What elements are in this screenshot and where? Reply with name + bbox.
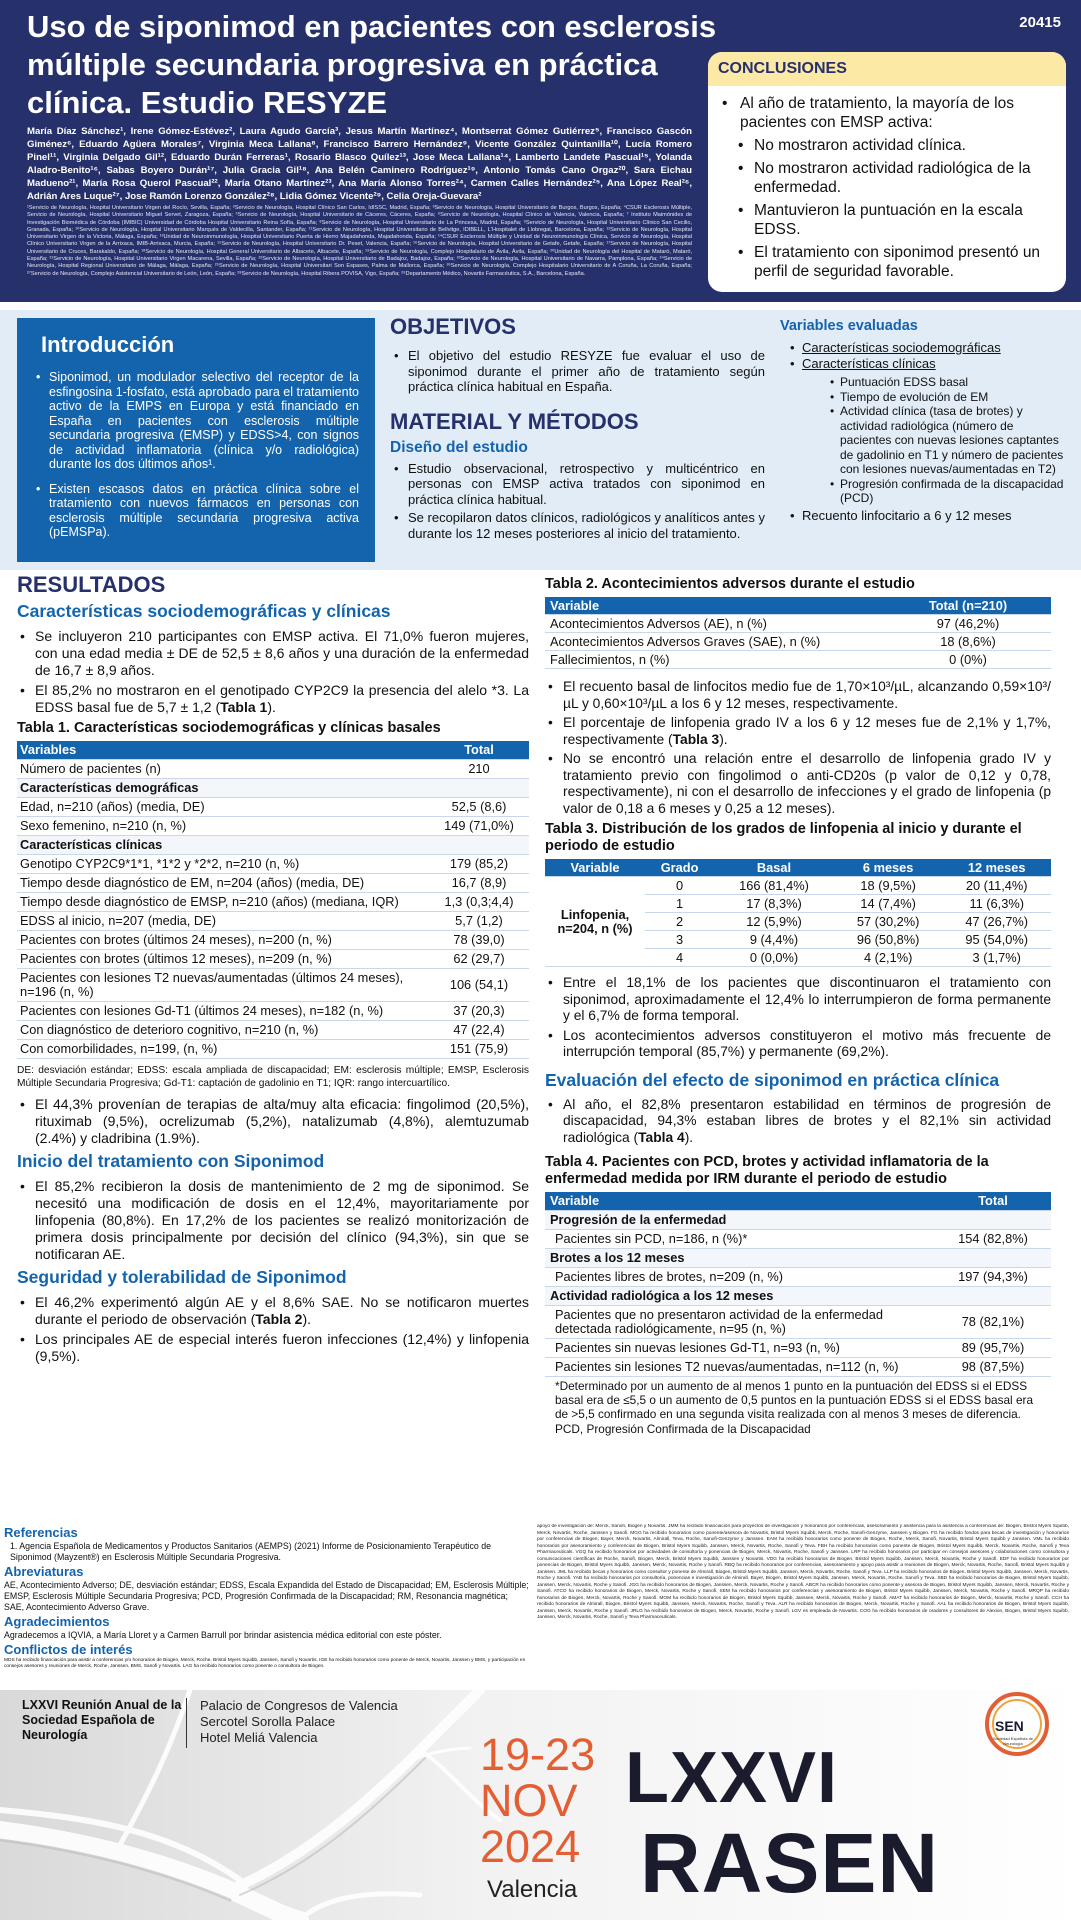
table-row bbox=[545, 1358, 1051, 1377]
table-row bbox=[545, 615, 1051, 633]
references-title: Referencias bbox=[4, 1525, 78, 1540]
table-cell: 14 (7,4%) bbox=[834, 895, 943, 913]
meeting-name: LXXVI Reunión Anual de la Sociedad Española de Neurología bbox=[22, 1698, 182, 1742]
table-cell: 149 (71,0%) bbox=[429, 817, 529, 836]
table-group-label: Actividad radiológica a los 12 meses bbox=[545, 1287, 1051, 1306]
clinical-variables-sublist bbox=[802, 375, 1068, 506]
table-row bbox=[545, 1230, 1051, 1249]
table-header-row bbox=[17, 741, 529, 760]
socio-list bbox=[17, 628, 529, 716]
introduction-list bbox=[33, 370, 359, 540]
conflicts-title: Conflictos de interés bbox=[4, 1642, 133, 1657]
table-cell: 78 (39,0) bbox=[429, 931, 529, 950]
table-cell: 97 (46,2%) bbox=[885, 615, 1051, 633]
variable-label: Características clínicas bbox=[802, 356, 936, 371]
discontinuation-list bbox=[545, 975, 1051, 1061]
table4 bbox=[545, 1192, 1051, 1377]
table-cell: Con comorbilidades, n=199, (n, %) bbox=[17, 1040, 429, 1059]
abbreviations-text: AE, Acontecimiento Adverso; DE, desviación estándar; EDSS, Escala Expandida del Estado de Discapacidad; EM, Esclerosis Múltiple; EMSP, Esclerosis Múltiple Secundaria Progresiva; PCD, Progresión Confirmada de la Discapacidad; RM, Resonancia magnética; SAE, Acontecimiento Adverso Grave. bbox=[4, 1580, 529, 1612]
table-header-row bbox=[545, 859, 1051, 877]
table-header: Variable bbox=[545, 1192, 935, 1211]
table-row bbox=[545, 1306, 1051, 1339]
table-cell: Pacientes con lesiones T2 nuevas/aumentadas (últimos 24 meses), n=196 (n, %) bbox=[17, 969, 429, 1002]
table-reference: Tabla 2 bbox=[255, 1311, 303, 1327]
table-row bbox=[17, 1040, 529, 1059]
variable-item: • Recuento linfocitario a 6 y 12 meses bbox=[790, 508, 1068, 524]
results-left-column bbox=[17, 572, 529, 1368]
table-cell: 62 (29,7) bbox=[429, 950, 529, 969]
table-cell: 0 bbox=[645, 877, 714, 895]
congress-footer bbox=[0, 1690, 1081, 1920]
table-cell: 3 (1,7%) bbox=[942, 949, 1051, 967]
table-cell: Pacientes sin nuevas lesiones Gd-T1, n=93 (n, %) bbox=[545, 1339, 935, 1358]
dates-year: 2024 bbox=[480, 1821, 581, 1872]
table-cell: 98 (87,5%) bbox=[935, 1358, 1051, 1377]
table-cell: 4 (2,1%) bbox=[834, 949, 943, 967]
table-group-label: Características clínicas bbox=[17, 836, 529, 855]
table-header: Total bbox=[935, 1192, 1051, 1211]
table-cell: 106 (54,1) bbox=[429, 969, 529, 1002]
dates-month: NOV bbox=[480, 1775, 578, 1826]
table-row bbox=[17, 931, 529, 950]
treatment-start-list bbox=[17, 1178, 529, 1263]
lymphocyte-item: • No se encontró una relación entre el desarrollo de linfopenia grado IV y tratamiento previo con fingolimod o anti-CD20s (p valor de 0,12 y 0,78, respectivamente), ni con el desarrollo de infecciones y el grado de linfopenia (p valor de 0,18 a 6 meses y 0,25 a 12 meses). bbox=[563, 751, 1051, 817]
objectives-title: OBJETIVOS bbox=[390, 314, 516, 339]
table-cell: Pacientes con lesiones Gd-T1 (últimos 24 meses), n=182 (n, %) bbox=[17, 1002, 429, 1021]
effect-title: Evaluación del efecto de siponimod en práctica clínica bbox=[545, 1069, 1000, 1090]
table-row bbox=[545, 651, 1051, 669]
congress-dates bbox=[480, 1729, 596, 1872]
table-cell: 95 (54,0%) bbox=[942, 931, 1051, 949]
table-cell: 16,7 (8,9) bbox=[429, 874, 529, 893]
sen-logo-text: SEN bbox=[995, 1718, 1024, 1734]
table-cell: 9 (4,4%) bbox=[714, 931, 834, 949]
table-cell: 1 bbox=[645, 895, 714, 913]
variables-title: Variables evaluadas bbox=[780, 318, 918, 334]
table-header-row bbox=[545, 1192, 1051, 1211]
table-group-label: Características demográficas bbox=[17, 779, 529, 798]
table-row bbox=[17, 874, 529, 893]
table-row bbox=[545, 633, 1051, 651]
table-cell: 78 (82,1%) bbox=[935, 1306, 1051, 1339]
conclusion-item: • No mostraron actividad clínica. bbox=[754, 136, 1056, 155]
table4-title: Tabla 4. Pacientes con PCD, brotes y actividad inflamatoria de la enfermedad medida por IRM durante el periodo de estudio bbox=[545, 1154, 989, 1187]
table-cell: 18 (8,6%) bbox=[885, 633, 1051, 651]
table-cell: 11 (6,3%) bbox=[942, 895, 1051, 913]
safety-item-text: El 46,2% experimentó algún AE y el 8,6% SAE. No se notificaron muertes durante el periodo de observación ( bbox=[35, 1294, 529, 1327]
variables-list bbox=[778, 340, 1068, 524]
table-cell: 4 bbox=[645, 949, 714, 967]
table1 bbox=[17, 741, 529, 1059]
poster-header bbox=[0, 0, 1081, 302]
sen-logo-subtitle: Sociedad Española de Neurología bbox=[992, 1736, 1034, 1746]
prior-therapy-item: • El 44,3% provenían de terapias de alta/muy alta eficacia: fingolimod (20,5%), rituximab (9,5%), ocrelizumab (5,2%), natalizumab (4,8%), alemtuzumab (2.4%) y cladribina (1.9%). bbox=[35, 1096, 529, 1147]
table-cell: 18 (9,5%) bbox=[834, 877, 943, 895]
table-cell: 179 (85,2) bbox=[429, 855, 529, 874]
dates-days: 19-23 bbox=[480, 1729, 596, 1780]
lymphocyte-item bbox=[563, 715, 1051, 748]
table-header: Variable bbox=[545, 859, 645, 877]
effect-item-text: Al año, el 82,8% presentaron estabilidad en términos de progresión de discapacidad, 94,3% estaban libres de brotes y el 82,1% sin actividad radiológica ( bbox=[563, 1096, 1051, 1145]
methods-list bbox=[390, 461, 765, 542]
lymphocyte-item: • El recuento basal de linfocitos medio fue de 1,70×10³/µL, alcanzando 0,59×10³/µL y 0,60×10³/µL a los 6 y 12 meses, respectivamente. bbox=[563, 679, 1051, 712]
venue-item: Palacio de Congresos de Valencia bbox=[200, 1698, 398, 1713]
table-cell: Edad, n=210 (años) (media, DE) bbox=[17, 798, 429, 817]
table1-title: Tabla 1. Características sociodemográficas y clínicas basales bbox=[17, 720, 441, 736]
table-header: 6 meses bbox=[834, 859, 943, 877]
table-cell: 197 (94,3%) bbox=[935, 1268, 1051, 1287]
safety-title: Seguridad y tolerabilidad de Siponimod bbox=[17, 1267, 347, 1287]
treatment-start-item: • El 85,2% recibieron la dosis de mantenimiento de 2 mg de siponimod. Se necesitó una modificación de dosis en el 12,4%, mayoritariamente por linfopenia (80,8%). En 17,2% de los pacientes se realizó monitorización de primera dosis principalmente por decisión del clínico (94,3%), sin que se notificaran AE. bbox=[35, 1178, 529, 1263]
table-row bbox=[17, 1002, 529, 1021]
table-cell: Genotipo CYP2C9*1*1, *1*2 y *2*2, n=210 (n, %) bbox=[17, 855, 429, 874]
congress-brand: RASEN bbox=[640, 1816, 940, 1910]
table-cell: 154 (82,8%) bbox=[935, 1230, 1051, 1249]
table-row bbox=[17, 1021, 529, 1040]
table-cell: Tiempo desde diagnóstico de EMSP, n=210 (años) (mediana, IQR) bbox=[17, 893, 429, 912]
table-cell: Sexo femenino, n=210 (n, %) bbox=[17, 817, 429, 836]
table-cell: Pacientes sin PCD, n=186, n (%)* bbox=[545, 1230, 935, 1249]
abbreviations-title: Abreviaturas bbox=[4, 1564, 84, 1579]
congress-city: Valencia bbox=[487, 1876, 578, 1903]
socio-item bbox=[35, 682, 529, 716]
table3 bbox=[545, 859, 1051, 967]
table-row-label: Linfopenia, n=204, n (%) bbox=[545, 877, 645, 967]
variable-subitem: • Puntuación EDSS basal bbox=[830, 375, 1068, 390]
table-header: Basal bbox=[714, 859, 834, 877]
effect-item-end: ). bbox=[684, 1129, 694, 1145]
safety-item-end: ). bbox=[302, 1311, 312, 1327]
table-group-row bbox=[545, 1211, 1051, 1230]
references-band bbox=[0, 1522, 1081, 1690]
table-cell: 57 (30,2%) bbox=[834, 913, 943, 931]
table-header: Grado bbox=[645, 859, 714, 877]
table-reference: Tabla 1 bbox=[220, 699, 268, 715]
conclusions-list bbox=[708, 134, 1066, 281]
treatment-start-title: Inicio del tratamiento con Siponimod bbox=[17, 1151, 325, 1171]
introduction-item: • Existen escasos datos en práctica clínica sobre el tratamiento con nuevos fármacos en personas con esclerosis múltiple secundaria progresiva activa (pEMSPa). bbox=[49, 482, 359, 540]
conclusions-box bbox=[708, 52, 1066, 292]
table-cell: 96 (50,8%) bbox=[834, 931, 943, 949]
conflicts-text-left: MDS ha recibido financiación para asistir a conferencias y/o honorarios de Biogen, Merck, Roche, Bristol Myers Squibb, Janssen, Sanofi y Novartis. IGE ha recibido honorarios como ponente de Merck, Novartis, Janssen y BMS, y participación en consejos asesores y reuniones de Merck, Roche, Janssen, BMS, Sanofi y Novartis. LAG ha recibido honorarios como ponente o consultora de Biogen. bbox=[4, 1658, 526, 1669]
effect-list bbox=[545, 1097, 1051, 1147]
results-title: RESULTADOS bbox=[17, 572, 166, 597]
introduction-box bbox=[17, 318, 375, 562]
table-cell: Pacientes libres de brotes, n=209 (n, %) bbox=[545, 1268, 935, 1287]
table-cell: 47 (26,7%) bbox=[942, 913, 1051, 931]
lymphocyte-item-end: ). bbox=[719, 731, 728, 747]
affiliations-list: ¹Servicio de Neurología, Hospital Universitario Virgen del Rocío, Sevilla, España; ²Servicio de Neurología, Hospital Clínico San Carlos, IdISSC, Madrid, España; ³Servicio de Neurología, Hospital Universitario de Burgos, Burgos, España; ⁴CSUR Esclerosis Múltiple, Servicio de Neurología, Hospital Universitario Miguel Servet, Zaragoza, España; ⁵Servicio de Neurología, Hospital Universitario de Cáceres, Cáceres, España; ⁶Servicio de Neurología, Hospital Clínico de Valencia, Valencia, España; ⁷ Instituto Maimónides de Investigación Biomédica de Córdoba (IMIBIC) Universidad de Córdoba Hospital Universitario Reina Sofía, España; ⁸Servicio de Neurología, Hospital Universitario de La Princesa, Madrid, España; ⁹Servicio de Neurología, Hospital Universitario Clínico San Cecilio, Granada, España; ¹⁰Servicio de Neurología, Hospital Universitario Marqués de Valdecilla, Santander, España; ¹¹Servicio de Neurología, Hospital Universitario de Bellvitge, IDIBELL, L'Hospitalet de Llobregat, Barcelona, España; ¹²Servicio de Neurología, Hospital Universitario Virgen de la Victoria, Málaga, España; ¹³Unidad de Neuroinmunología, Hospital Universitario Puerta de Hierro Majadahonda, Majadahonda, España; ¹⁴CSUR Esclerosis Múltiple y Unidad de Neuroinmunología Clínica, Servicio de Neurología, Hospital Clínico Universitario Virgen de la Arrixaca, IMIB-Arrixaca, Murcia, España; ¹⁵Servicio de Neurología, Hospital Universitario Dr. Peset, Valencia, España; ¹⁶Servicio de Neurología, Hospital Universitario de Getafe, Getafe, España; ¹⁷Servicio de Neurología, Hospital Universitario de Cruces, Barakaldo, España; ¹⁸Servicio de Neurología, Hospital General Universitario de Albacete, Albacete, España; ¹⁹Servicio de Neurología, Complejo Hospitalario de Ávila, Ávila, España; ²⁰Unidad de Neurología del Hospital de Mataró, Mataró, España; ²¹Servicio de Neurología, Hospital Universitario Virgen Macarena, Sevilla, España; ²²Servicio de Neurología, Hospital Universitario de Badajoz, Badajoz, España; ²³Servicio de Neurología, Hospital Universitario de Navarra, Pamplona, España; ²⁴Servicio de Neurología, Hospital Regional Universitario de Málaga, Málaga, España; ²⁵Servicio de Neurología, Hospital Universitari Son Espases, Palma de Mallorca, España; ²⁶Servicio de Neurología, Complejo Hospitalario Universitario de A Coruña, La Coruña, España; ²⁷Servicio de Neurología, Complejo Asistencial Universitario de León, León, España; ²⁸Servicio de Neurología, Hospital Ribera POVISA, Vigo, España; ²⁹Departamento Médico, Novartis Farmacéutica, S.A., Barcelona, España. bbox=[27, 205, 692, 277]
table3-title: Tabla 3. Distribución de los grados de linfopenia al inicio y durante el periodo de estudio bbox=[545, 821, 1022, 854]
table4-note: *Determinado por un aumento de al menos 1 punto en la puntuación del EDSS si el EDSS basal era de ≤5,5 o un aumento de 0,5 puntos en la puntuación EDSS si el EDSS basal era de >5,5 confirmado en una segunda visita realizada con al menos 3 meses de diferencia. PCD, Progresión Confirmada de la Discapacidad bbox=[555, 1379, 1034, 1436]
table-row bbox=[545, 877, 1051, 895]
venue-list bbox=[200, 1698, 398, 1746]
table-cell: 37 (20,3) bbox=[429, 1002, 529, 1021]
table-group-row bbox=[545, 1287, 1051, 1306]
table-header: Total bbox=[429, 741, 529, 760]
table-cell: 151 (75,9) bbox=[429, 1040, 529, 1059]
table-group-label: Brotes a los 12 meses bbox=[545, 1249, 1051, 1268]
method-item: • Se recopilaron datos clínicos, radiológicos y analíticos antes y durante los 12 meses posteriores al inicio del tratamiento. bbox=[408, 510, 765, 541]
venue-item: Hotel Meliá Valencia bbox=[200, 1730, 318, 1745]
lymphocyte-list bbox=[545, 679, 1051, 817]
socio-item-end: ). bbox=[267, 699, 276, 715]
objectives-list bbox=[390, 348, 765, 395]
prior-therapy-list bbox=[17, 1096, 529, 1147]
discontinuation-item: • Los acontecimientos adversos constituyeron el motivo más frecuente de interrupción temporal (85,7%) y permanente (69,2%). bbox=[563, 1028, 1051, 1061]
introduction-title: Introducción bbox=[41, 332, 175, 357]
variable-subitem: • Actividad clínica (tasa de brotes) y actividad radiológica (número de pacientes con nuevas lesiones captantes de gadolinio en T1 y número de pacientes con lesiones nuevas/aumentadas en T2) bbox=[830, 404, 1068, 477]
safety-item: • Los principales AE de especial interés fueron infecciones (12,4%) y linfopenia (9,5%). bbox=[35, 1331, 529, 1365]
table-cell: Con diagnóstico de deterioro cognitivo, n=210 (n, %) bbox=[17, 1021, 429, 1040]
safety-list bbox=[17, 1294, 529, 1365]
table-cell: Pacientes con brotes (últimos 12 meses), n=209 (n, %) bbox=[17, 950, 429, 969]
table-row bbox=[17, 760, 529, 779]
table-row bbox=[17, 969, 529, 1002]
table-cell: 20 (11,4%) bbox=[942, 877, 1051, 895]
table-group-row bbox=[17, 836, 529, 855]
acknowledgements-title: Agradecimientos bbox=[4, 1614, 110, 1629]
discontinuation-item: • Entre el 18,1% de los pacientes que discontinuaron el tratamiento con siponimod, aproximadamente el 12,4% lo interrumpieron de forma permanente y el 6,7% de forma temporal. bbox=[563, 975, 1051, 1025]
acknowledgements-text: Agradecemos a IQVIA, a María Lloret y a Carmen Barrull por brindar asistencia médica editorial con este póster. bbox=[4, 1630, 442, 1640]
table-cell: Tiempo desde diagnóstico de EM, n=204 (años) (media, DE) bbox=[17, 874, 429, 893]
table-header: Variables bbox=[17, 741, 429, 760]
table-reference: Tabla 4 bbox=[638, 1129, 685, 1145]
table2 bbox=[545, 597, 1051, 669]
table-cell: 210 bbox=[429, 760, 529, 779]
socio-item-text: El 85,2% no mostraron en el genotipado CYP2C9 la presencia del alelo *3. La EDSS basal fue de 5,7 ± 1,2 ( bbox=[35, 682, 529, 715]
table-cell: Acontecimientos Adversos Graves (SAE), n (%) bbox=[545, 633, 885, 651]
table-reference: Tabla 3 bbox=[672, 731, 720, 747]
references-left bbox=[4, 1524, 530, 1670]
objective-item: • El objetivo del estudio RESYZE fue evaluar el uso de siponimod durante el primer año de tratamiento según práctica clínica habitual en España. bbox=[408, 348, 765, 395]
table-cell: 3 bbox=[645, 931, 714, 949]
authors-list: María Díaz Sánchez¹, Irene Gómez-Estévez², Laura Agudo García³, Jesus Martín Martínez⁴, Montserrat Gómez Gutiérrez⁵, Francisco Gascón Giménez⁶, Eduardo Agüera Morales⁷, Virginia Meca Lallana⁸, Francisco Barrero Hernández⁹, Vicente González Quintanilla¹⁰, Lucía Romero Pinel¹¹, Virginia Delgado Gil¹², Eduardo Durán Ferreras¹, Rosario Blasco Quílez¹³, Jose Meca Lallana¹⁴, Lamberto Landete Pascual¹⁵, Yolanda Aladro-Benito¹⁶, Sabas Boyero Durán¹⁷, Julia Gracia Gil¹⁸, Ana Belén Caminero Rodríguez¹⁹, Antonio Tomás Cano Orgaz²⁰, Sara Eichau Madueno²¹, María Rosa Querol Pascual²², María Otano Martínez²³, Ana María Alonso Torres²⁴, Carmen Calles Hernández²⁵, Ana López Real²⁶, Adrián Ares Luque²⁷, Jose Ramón Lorenzo González²⁸, Lidia Gómez Vicente²⁹, Celia Oreja-Guevara² bbox=[27, 126, 692, 202]
table2-title: Tabla 2. Acontecimientos adversos durante el estudio bbox=[545, 576, 915, 592]
poster-id: 20415 bbox=[1019, 14, 1061, 31]
table-cell: 2 bbox=[645, 913, 714, 931]
table-cell: EDSS al inicio, n=207 (media, DE) bbox=[17, 912, 429, 931]
table-group-row bbox=[545, 1249, 1051, 1268]
table-cell: Acontecimientos Adversos (AE), n (%) bbox=[545, 615, 885, 633]
congress-edition: LXXVI bbox=[625, 1738, 839, 1818]
variable-item bbox=[790, 356, 1068, 506]
variable-item bbox=[790, 340, 1068, 356]
lymphocyte-item-text: El porcentaje de linfopenia grado IV a los 6 y 12 meses fue de 2,1% y 1,7%, respectivamente ( bbox=[563, 715, 1051, 747]
reference-item: 1. Agencia Española de Medicamentos y Productos Sanitarios (AEMPS) (2021) Informe de Posicionamiento Terapéutico de Siponimod (Mayzent®) en Esclerosis Múltiple Secundaria Progresiva. bbox=[10, 1541, 491, 1562]
table-row bbox=[17, 912, 529, 931]
table-group-label: Progresión de la enfermedad bbox=[545, 1211, 1051, 1230]
table-cell: 12 (5,9%) bbox=[714, 913, 834, 931]
intro-objectives-band bbox=[0, 310, 1081, 570]
table1-note: DE: desviación estándar; EDSS: escala ampliada de discapacidad; EM: esclerosis múltiple; EMSP, Esclerosis Múltiple Secundaria Progresiva; Gd-T1: captación de gadolinio en T1; IQR: rango intercuartílico. bbox=[17, 1065, 529, 1089]
table-cell: 17 (8,3%) bbox=[714, 895, 834, 913]
table-header: 12 meses bbox=[942, 859, 1051, 877]
table-cell: Pacientes que no presentaron actividad de la enfermedad detectada radiológicamente, n=95 (n, %) bbox=[545, 1306, 935, 1339]
conclusions-intro: • Al año de tratamiento, la mayoría de los pacientes con EMSP activa: bbox=[708, 86, 1066, 134]
table-cell: 0 (0%) bbox=[885, 651, 1051, 669]
table-cell: 0 (0,0%) bbox=[714, 949, 834, 967]
table-header: Variable bbox=[545, 597, 885, 615]
table-row bbox=[17, 817, 529, 836]
variable-subitem: • Tiempo de evolución de EM bbox=[830, 390, 1068, 405]
results-right-column bbox=[545, 576, 1051, 1436]
table-cell: 1,3 (0,3;4,4) bbox=[429, 893, 529, 912]
objectives-methods-column bbox=[390, 314, 765, 544]
venue-item: Sercotel Sorolla Palace bbox=[200, 1714, 336, 1729]
table-row bbox=[17, 893, 529, 912]
table-row bbox=[545, 1268, 1051, 1287]
socio-item: • Se incluyeron 210 participantes con EMSP activa. El 71,0% fueron mujeres, con una edad media ± DE de 52,5 ± 8,6 años y una duración de la enfermedad de 16,7 ± 8,9 años. bbox=[35, 628, 529, 679]
conclusion-item: • El tratamiento con siponimod presentó un perfil de seguridad favorable. bbox=[754, 243, 1056, 281]
conclusion-item: • Mantuvieron la puntuación en la escala EDSS. bbox=[754, 201, 1056, 239]
table-cell: 47 (22,4) bbox=[429, 1021, 529, 1040]
conflicts-text-right: apoyo de investigación de: Merck, Sanofi, Biogen y Novartis. JMM ha recibido financiación para proyectos de investigación y honorarios por conferencias, asesoramiento y asistencia para la asistencia a conferencias de: Biogen, Bristol Myers Squibb, Merck, Novartis, Roche, Janssen y Sanofi. MGG ha recibido honorarios como ponente/asesora de Novartis, Bristol Myers Squibb, Merck, Roche, Sanofi-Genzyme, Janssen y Biogen. FG ha recibido fondos para becas de investigación y honorarios por conferencias de Biogen, Bayer, Merck, Novartis, Almirall, Teva, Roche, Sanofi-Genzyme y Janssen. EAM ha recibido honorarios como ponente de Biogen, Roche, Merck, Sanofi, Novartis, Bristol Myers Squibb y Janssen. VML ha recibido honorarios por asesoramiento y conferencias de Biogen, Bristol Myers Squibb, Janssen, Merck, Novartis, Roche, Sanofi y Teva. FBH ha recibido honorarios como ponente de Biogen, Bristol Myers Squibb, Merck, Novartis, Roche, Sanofi y Teva Pharmaceuticals. VGQ ha recibido honorarios por actividades de consultoría y ponencias de Biogen, Merck, Novartis, Roche, Sanofi y Janssen. LRP ha recibido honorarios por participar en consejos asesores y colaboraciones como consultora y comunicaciones científicas de Roche, Sanofi, Biogen, Merck, Bristol Myers Squibb, Janssen y Novartis. VDG ha recibido honorarios de Biogen, Bristol Myers Squibb, Janssen, Merck, Novartis, Roche y Sanofi. EDF ha recibido honorarios por ponencias de Biogen, Bristol Myers Squibb, Janssen, Merck, Novartis, Roche y Sanofi. RBQ ha recibido honorarios por conferencias, asesoramiento y apoyo para asistir a reuniones de Biogen, Merck, Novartis, Roche, Sanofi, Bristol Myers Squibb y Janssen. JML ha recibido becas y honorarios como consultor y ponente de Almirall, Biogen, Bristol Myers Squibb, Janssen, Merck, Novartis, Roche, Sanofi y Teva. LLP ha recibido honorarios de Biogen, Bristol Myers Squibb, Janssen, Merck, Novartis, Roche y Sanofi. YAB ha recibido honorarios por consultoría, ponencias e investigación de Almirall, Bayer, Biogen, Bristol Myers Squibb, Janssen, Merck, Novartis, Roche, Sanofi y Teva. SBD ha recibido honorarios de Biogen, Bristol Myers Squibb, Janssen, Merck, Novartis, Roche y Sanofi. JGG ha recibido honorarios de Biogen, Janssen, Merck, Novartis, Roche y Sanofi. ABCR ha recibido honorarios como ponente y asesora de Biogen, Bristol Myers Squibb, Janssen, Merck, Novartis, Roche y Sanofi. ATCO ha recibido honorarios de Biogen, Merck, Novartis, Roche y Sanofi. SEM ha recibido honorarios por conferencias y asesoramiento de Biogen, Bristol Myers Squibb, Janssen, Merck, Novartis, Roche y Sanofi. MRQP ha recibido honorarios de Biogen, Merck, Novartis, Roche y Sanofi. MOM ha recibido honorarios de Biogen, Bristol Myers Squibb, Janssen, Merck, Novartis, Roche y Sanofi. AMAT ha recibido honorarios de Biogen, Merck, Novartis, Roche y Sanofi. CCH ha recibido honorarios de Almirall, Biogen, Bristol Myers Squibb, Janssen, Merck, Novartis, Roche, Sanofi y Teva. ALR ha recibido honorarios de Biogen, Merck, Novartis, Roche y Sanofi. AAL ha recibido honorarios de Biogen, Bristol Myers Squibb, Janssen, Merck, Novartis, Roche y Sanofi. JRLG ha recibido honorarios de Biogen, Merck, Novartis, Roche y Sanofi. LGV es empleada de Novartis. COG ha recibido honorarios de oradores y consultores de Alexion, Biogen, Bristol Myers Squibb, Janssen, Merck, Novartis, Roche, Sanofi y Teva Pharmaceuticals. bbox=[537, 1524, 1069, 1620]
table-cell: Fallecimientos, n (%) bbox=[545, 651, 885, 669]
effect-item bbox=[563, 1097, 1051, 1147]
poster-title: Uso de siponimod en pacientes con esclerosis múltiple secundaria progresiva en práctica clínica. Estudio RESYZE bbox=[27, 9, 717, 120]
table-cell: 89 (95,7%) bbox=[935, 1339, 1051, 1358]
table-row bbox=[545, 1339, 1051, 1358]
table-cell: Número de pacientes (n) bbox=[17, 760, 429, 779]
method-item: • Estudio observacional, retrospectivo y multicéntrico en personas con EMSP activa tratados con siponimod en práctica clínica habitual. bbox=[408, 461, 765, 508]
table-cell: 52,5 (8,6) bbox=[429, 798, 529, 817]
conclusions-title: CONCLUSIONES bbox=[708, 52, 1066, 86]
conclusion-item: • No mostraron actividad radiológica de la enfermedad. bbox=[754, 159, 1056, 197]
table-cell: Pacientes sin lesiones T2 nuevas/aumentadas, n=112 (n, %) bbox=[545, 1358, 935, 1377]
variable-label: Características sociodemográficas bbox=[802, 340, 1001, 355]
table-row bbox=[17, 798, 529, 817]
variables-column bbox=[778, 318, 1068, 524]
study-design-title: Diseño del estudio bbox=[390, 438, 528, 456]
table-row bbox=[17, 855, 529, 874]
table-header-row bbox=[545, 597, 1051, 615]
introduction-item: • Siponimod, un modulador selectivo del receptor de la esfingosina 1-fosfato, está aprobado para el tratamiento activo de la EMPS en Europa y está financiado en España en pacientes con esclerosis múltiple secundaria progresiva (EMSP) y EDSS>4, con signos de actividad inflamatoria (clínica y/o radiológica) durante los dos últimos años¹. bbox=[49, 370, 359, 472]
table-row bbox=[17, 950, 529, 969]
table-header: Total (n=210) bbox=[885, 597, 1051, 615]
socio-title: Características sociodemográficas y clínicas bbox=[17, 601, 391, 621]
table-group-row bbox=[17, 779, 529, 798]
table-cell: Pacientes con brotes (últimos 24 meses), n=200 (n, %) bbox=[17, 931, 429, 950]
table-cell: 166 (81,4%) bbox=[714, 877, 834, 895]
footer-divider bbox=[186, 1698, 187, 1748]
methods-title: MATERIAL Y MÉTODOS bbox=[390, 408, 639, 434]
variable-subitem: • Progresión confirmada de la discapacidad (PCD) bbox=[830, 477, 1068, 506]
safety-item bbox=[35, 1294, 529, 1328]
table-cell: 5,7 (1,2) bbox=[429, 912, 529, 931]
